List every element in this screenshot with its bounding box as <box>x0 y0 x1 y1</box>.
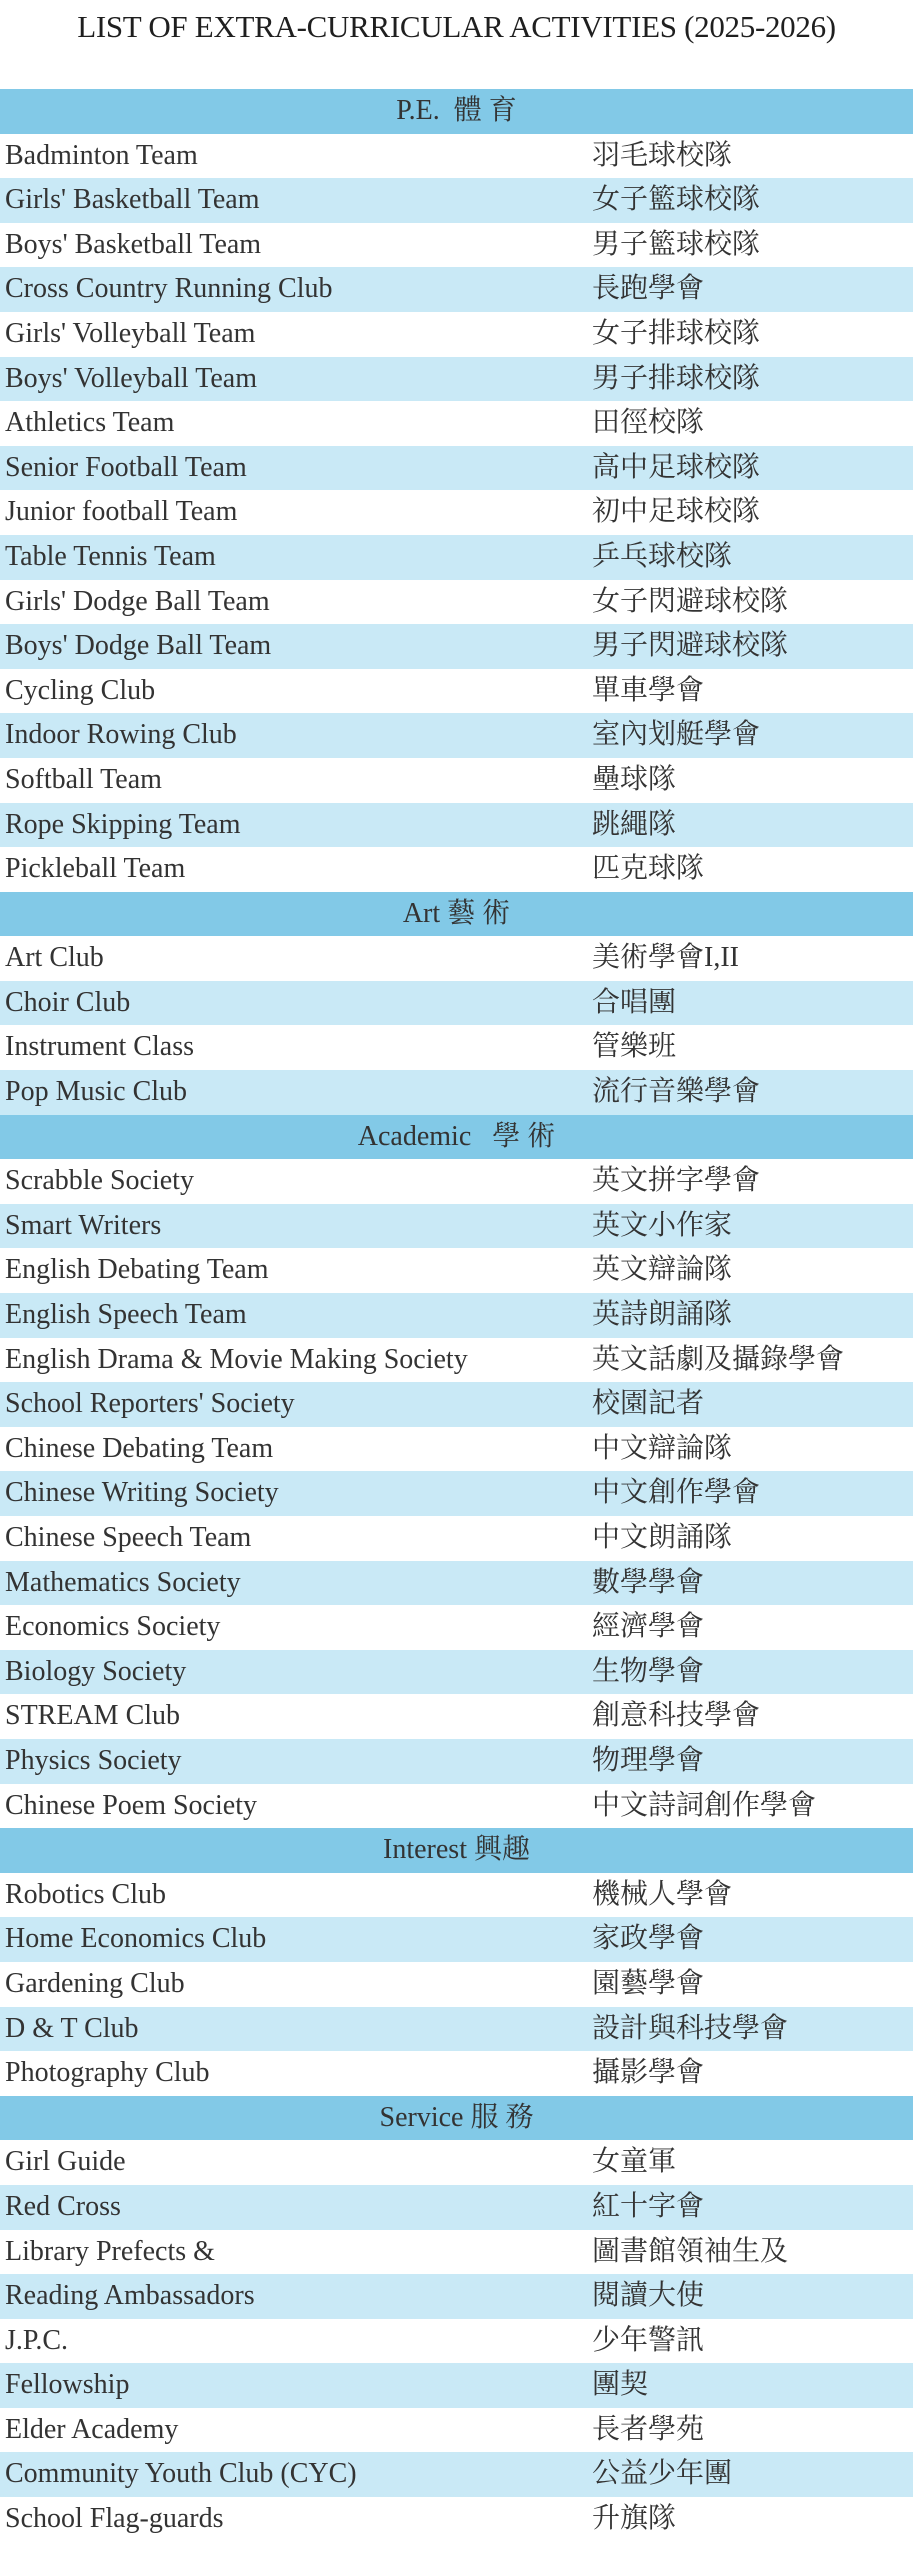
activity-chinese-name: 流行音樂學會 <box>592 1076 761 1108</box>
activity-chinese-name: 英文小作家 <box>592 1209 733 1241</box>
activity-chinese-name: 中文詩詞創作學會 <box>592 1789 817 1821</box>
activity-chinese-name: 田徑校隊 <box>592 407 705 439</box>
activity-row <box>0 713 913 758</box>
activity-row <box>0 1873 913 1918</box>
activity-row <box>0 1025 913 1070</box>
section-header <box>0 89 913 134</box>
activity-row <box>0 2230 913 2275</box>
section-heading: Interest 興趣 <box>383 1834 530 1866</box>
activity-english-name: Community Youth Club (CYC) <box>5 2458 357 2490</box>
activity-english-name: English Debating Team <box>5 1254 269 1286</box>
activity-chinese-name: 校園記者 <box>592 1388 705 1420</box>
activity-chinese-name: 英詩朗誦隊 <box>592 1299 733 1331</box>
activity-row <box>0 1427 913 1472</box>
activity-row <box>0 2408 913 2453</box>
section-heading: P.E. 體 育 <box>396 95 517 126</box>
section-header <box>0 892 913 937</box>
activity-chinese-name: 女子排球校隊 <box>592 317 761 349</box>
activity-english-name: Robotics Club <box>5 1878 167 1910</box>
activity-row <box>0 847 913 892</box>
activity-chinese-name: 英文辯論隊 <box>592 1254 733 1286</box>
activity-chinese-name: 生物學會 <box>592 1655 705 1687</box>
activity-english-name: Boys' Volleyball Team <box>5 362 257 394</box>
activity-english-name: Pop Music Club <box>5 1076 188 1108</box>
activity-row <box>0 1962 913 2007</box>
activity-chinese-name: 管樂班 <box>592 1031 677 1063</box>
activity-chinese-name: 閱讀大使 <box>592 2280 705 2312</box>
section-header <box>0 1115 913 1160</box>
section-header <box>0 2096 913 2141</box>
activity-chinese-name: 美術學會I,II <box>592 942 739 974</box>
activity-english-name: Library Prefects & <box>5 2235 215 2267</box>
activity-chinese-name: 團契 <box>592 2369 649 2401</box>
activity-chinese-name: 初中足球校隊 <box>592 496 761 528</box>
activity-row <box>0 446 913 491</box>
activity-english-name: Athletics Team <box>5 407 175 439</box>
activity-english-name: English Drama & Movie Making Society <box>5 1343 468 1375</box>
activity-row <box>0 1917 913 1962</box>
activity-english-name: Biology Society <box>5 1655 187 1687</box>
activity-english-name: STREAM Club <box>5 1700 181 1732</box>
activity-english-name: Chinese Debating Team <box>5 1432 274 1464</box>
activity-row <box>0 1784 913 1829</box>
activity-row <box>0 2051 913 2096</box>
activities-table <box>0 89 913 2542</box>
activity-chinese-name: 乒乓球校隊 <box>592 540 733 572</box>
activity-chinese-name: 園藝學會 <box>592 1967 705 1999</box>
activity-english-name: Chinese Speech Team <box>5 1522 252 1553</box>
activity-chinese-name: 數學學會 <box>592 1566 705 1598</box>
activity-english-name: Scrabble Society <box>5 1165 194 1197</box>
page-title: LIST OF EXTRA-CURRICULAR ACTIVITIES (2025-2026) <box>77 9 836 44</box>
activity-row <box>0 1070 913 1115</box>
activity-chinese-name: 長跑學會 <box>592 273 705 305</box>
activity-english-name: Home Economics Club <box>5 1923 267 1955</box>
activity-row <box>0 1471 913 1516</box>
activity-english-name: J.P.C. <box>5 2324 69 2356</box>
activity-row <box>0 803 913 848</box>
activity-english-name: Boys' Basketball Team <box>5 228 262 260</box>
activity-row <box>0 1204 913 1249</box>
activity-english-name: Boys' Dodge Ball Team <box>5 630 272 662</box>
section-heading: Art 藝 術 <box>402 897 511 929</box>
activity-english-name: School Flag-guards <box>5 2503 224 2535</box>
activity-chinese-name: 男子閃避球校隊 <box>592 630 789 662</box>
activity-chinese-name: 單車學會 <box>592 674 705 706</box>
activity-chinese-name: 經濟學會 <box>592 1611 705 1643</box>
activity-english-name: Rope Skipping Team <box>5 808 241 840</box>
activity-english-name: Photography Club <box>5 2057 210 2089</box>
activity-english-name: Physics Society <box>5 1744 182 1776</box>
activity-chinese-name: 紅十字會 <box>592 2190 705 2222</box>
activity-chinese-name: 少年警訊 <box>592 2324 705 2356</box>
activity-row <box>0 2319 913 2364</box>
activity-chinese-name: 中文辯論隊 <box>592 1432 733 1464</box>
activity-english-name: Instrument Class <box>5 1031 194 1063</box>
activity-row <box>0 1248 913 1293</box>
activity-chinese-name: 女子籃球校隊 <box>592 184 761 216</box>
activity-row <box>0 535 913 580</box>
activity-english-name: Fellowship <box>5 2369 130 2401</box>
activity-chinese-name: 攝影學會 <box>592 2057 705 2089</box>
activity-english-name: Badminton Team <box>5 139 198 171</box>
activity-row <box>0 936 913 981</box>
section-heading: Service 服 務 <box>379 2101 534 2133</box>
activity-row <box>0 223 913 268</box>
activity-chinese-name: 匹克球隊 <box>592 853 705 885</box>
activity-english-name: Girls' Dodge Ball Team <box>5 585 270 617</box>
section-heading: Academic 學 術 <box>357 1120 556 1152</box>
activity-chinese-name: 中文創作學會 <box>592 1477 761 1509</box>
activity-chinese-name: 合唱團 <box>592 986 677 1018</box>
activity-english-name: Art Club <box>5 942 104 974</box>
activity-chinese-name: 設計與科技學會 <box>592 2012 789 2044</box>
activity-chinese-name: 圖書館領袖生及 <box>592 2235 789 2267</box>
activity-english-name: English Speech Team <box>5 1299 247 1331</box>
activity-chinese-name: 物理學會 <box>592 1744 705 1776</box>
activity-row <box>0 580 913 625</box>
activity-chinese-name: 長者學苑 <box>592 2413 705 2445</box>
activity-chinese-name: 女童軍 <box>592 2146 677 2178</box>
activity-english-name: Table Tennis Team <box>5 540 216 572</box>
activity-chinese-name: 女子閃避球校隊 <box>592 585 789 617</box>
activity-row <box>0 981 913 1026</box>
activity-row <box>0 1694 913 1739</box>
activity-english-name: Chinese Writing Society <box>5 1477 279 1509</box>
activity-chinese-name: 機械人學會 <box>592 1878 733 1910</box>
activity-chinese-name: 英文拼字學會 <box>592 1165 761 1197</box>
activity-english-name: Cycling Club <box>5 674 156 706</box>
activity-english-name: Softball Team <box>5 763 162 795</box>
activity-row <box>0 1338 913 1383</box>
activity-english-name: Reading Ambassadors <box>5 2280 255 2312</box>
activity-chinese-name: 英文話劇及攝錄學會 <box>592 1343 845 1375</box>
activity-english-name: Choir Club <box>5 986 131 1018</box>
activity-chinese-name: 壘球隊 <box>592 763 677 795</box>
activity-row <box>0 624 913 669</box>
activity-row <box>0 357 913 402</box>
activity-row <box>0 2497 913 2542</box>
activity-row <box>0 2452 913 2497</box>
activity-row <box>0 1293 913 1338</box>
activity-row <box>0 312 913 357</box>
activity-english-name: Cross Country Running Club <box>5 273 333 305</box>
activity-english-name: Girls' Volleyball Team <box>5 317 256 349</box>
activity-english-name: D & T Club <box>5 2012 139 2044</box>
activity-row <box>0 1159 913 1204</box>
activity-row <box>0 401 913 446</box>
activity-chinese-name: 家政學會 <box>592 1923 705 1955</box>
activity-row <box>0 178 913 223</box>
activity-row <box>0 2140 913 2185</box>
activity-english-name: Elder Academy <box>5 2413 179 2445</box>
activity-chinese-name: 男子籃球校隊 <box>592 228 761 260</box>
activity-row <box>0 669 913 714</box>
activity-row <box>0 1650 913 1695</box>
activity-chinese-name: 創意科技學會 <box>592 1700 761 1732</box>
activity-english-name: Red Cross <box>5 2190 121 2222</box>
activity-english-name: Girls' Basketball Team <box>5 184 260 216</box>
activity-row <box>0 1605 913 1650</box>
activity-english-name: School Reporters' Society <box>5 1388 295 1420</box>
activity-english-name: Indoor Rowing Club <box>5 719 237 751</box>
activity-chinese-name: 公益少年團 <box>592 2458 733 2490</box>
activity-english-name: Gardening Club <box>5 1967 185 1999</box>
activity-row <box>0 1739 913 1784</box>
activity-row <box>0 134 913 179</box>
activity-english-name: Chinese Poem Society <box>5 1789 257 1821</box>
activity-english-name: Senior Football Team <box>5 451 247 483</box>
activity-chinese-name: 跳繩隊 <box>592 808 677 840</box>
activity-english-name: Mathematics Society <box>5 1566 241 1598</box>
activity-row <box>0 2007 913 2052</box>
activity-row <box>0 1382 913 1427</box>
section-header <box>0 1828 913 1873</box>
activity-row <box>0 2274 913 2319</box>
activity-row <box>0 267 913 312</box>
activity-row <box>0 1561 913 1606</box>
activity-english-name: Economics Society <box>5 1611 221 1643</box>
title-spacer <box>0 57 913 89</box>
activity-chinese-name: 室內划艇學會 <box>592 719 761 751</box>
activity-english-name: Pickleball Team <box>5 853 186 885</box>
activity-chinese-name: 中文朗誦隊 <box>592 1522 733 1553</box>
activity-chinese-name: 羽毛球校隊 <box>592 139 733 171</box>
activity-english-name: Smart Writers <box>5 1209 162 1241</box>
activity-row <box>0 2363 913 2408</box>
activity-chinese-name: 升旗隊 <box>592 2503 677 2535</box>
activity-row <box>0 2185 913 2230</box>
activity-row <box>0 490 913 535</box>
activity-chinese-name: 男子排球校隊 <box>592 362 761 394</box>
activity-english-name: Girl Guide <box>5 2146 126 2178</box>
activity-chinese-name: 高中足球校隊 <box>592 451 761 483</box>
activity-row <box>0 1516 913 1561</box>
activity-english-name: Junior football Team <box>5 496 238 528</box>
activity-row <box>0 758 913 803</box>
